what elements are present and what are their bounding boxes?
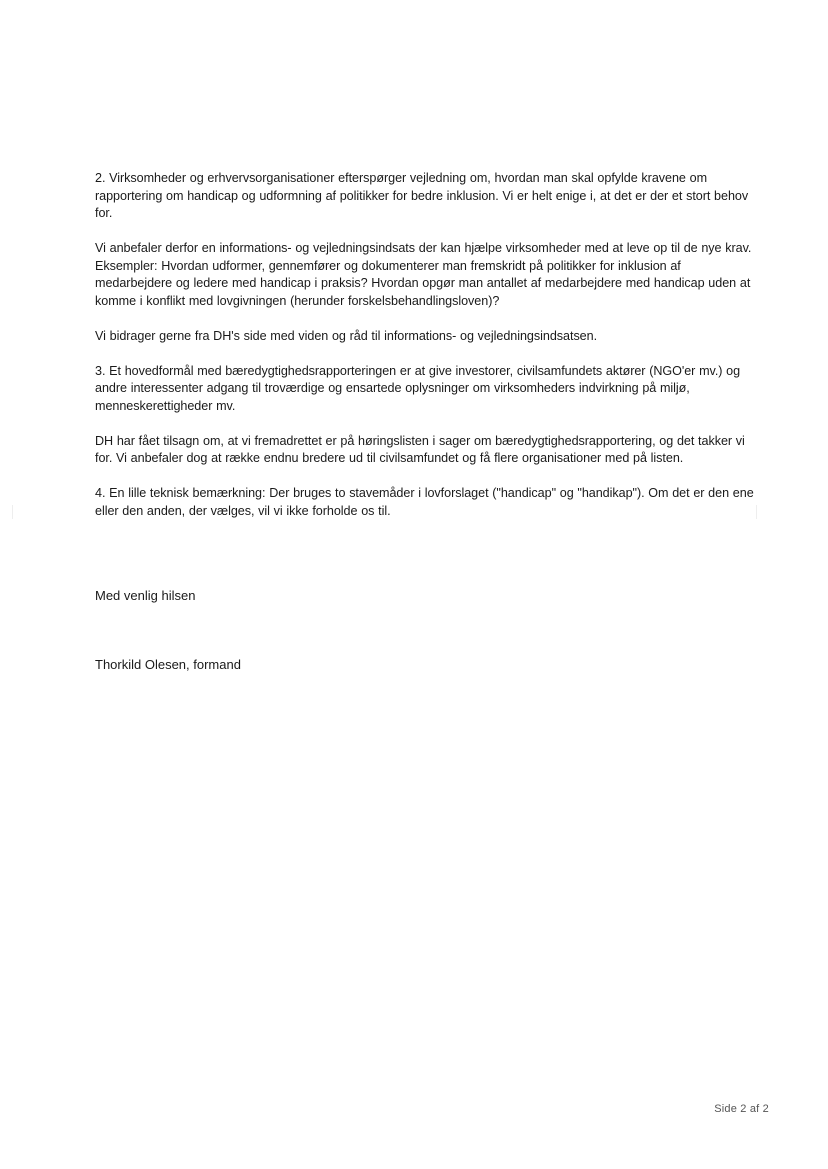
letter-body [95,170,755,538]
paragraph-contribution: Vi bidrager gerne fra DH's side med viden og råd til informations- og vejledningsindsatsen. [95,328,598,343]
page-number: Side 2 af 2 [714,1103,769,1115]
paragraph-hearing-list: DH har fået tilsagn om, at vi fremadrettet er på høringslisten i sager om bæredygtighedsrapportering, og det takker vi for. Vi anbefaler dog at række endnu bredere ud til civilsamfundet og få flere organisationer med på listen. [95,433,745,465]
closing-greeting: Med venlig hilsen [95,588,196,603]
signature-line: Thorkild Olesen, formand [95,657,241,672]
paragraph-point-2: 2. Virksomheder og erhvervsorganisationer efterspørger vejledning om, hvordan man skal opfylde kravene om rapportering om handicap og udformning af politikker for bedre inklusion. Vi er helt enige i, at det er der et stort behov for. [95,171,749,220]
paragraph-point-3: 3. Et hovedformål med bæredygtighedsrapporteringen er at give investorer, civilsamfundets aktører (NGO'er mv.) og andre interessenter adgang til troværdige og ensartede oplysninger om virksomheders indvirkning på miljø, menneskerettigheder mv. [95,363,741,413]
paragraph-recommendation: Vi anbefaler derfor en informations- og vejledningsindsats der kan hjælpe virksomheder med at leve op til de nye krav. Eksempler: Hvordan udformer, gennemfører og dokumenterer man fremskridt på politikker for inklusion af medarbejdere og ledere med handicap i praksis? Hvordan opgør man antallet af medarbejdere med handicap uden at komme i konflikt med lovgivningen (herunder forskelsbehandlingsloven)? [95,241,752,308]
scan-edge-mark-left [12,505,13,519]
scan-edge-mark-right [756,505,757,519]
paragraph-point-4: 4. En lille teknisk bemærkning: Der bruges to stavemåder i lovforslaget ("handicap" og "handikap"). Om det er den ene eller den anden, der vælges, vil vi ikke forholde os til. [95,486,754,518]
